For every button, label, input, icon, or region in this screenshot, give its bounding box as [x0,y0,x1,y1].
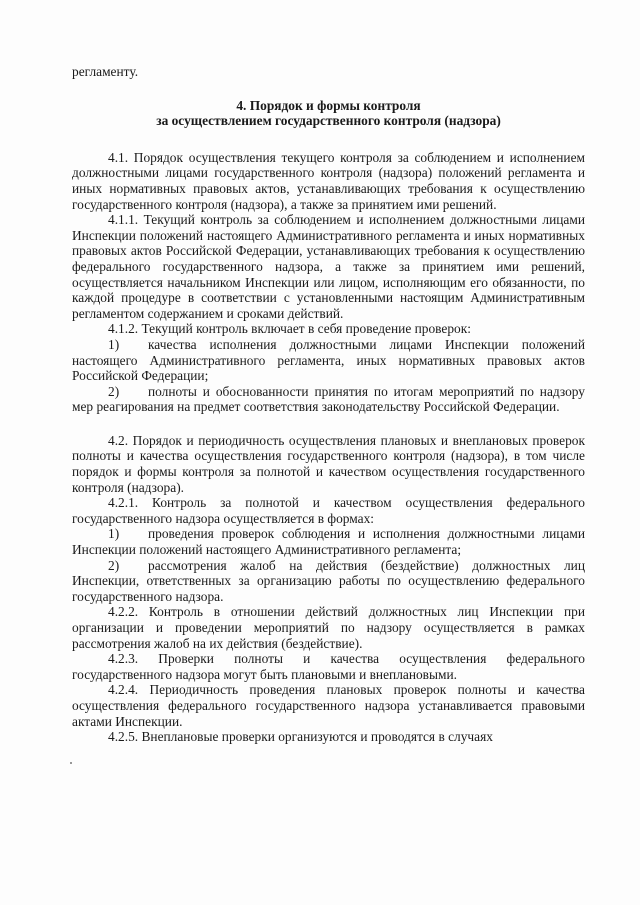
scan-speck [70,762,72,764]
list-item-text: проведения проверок соблюдения и исполнения должностными лицами Инспекции положений настоящего Административного регламента; [72,526,585,558]
lead-text: регламенту. [72,64,139,79]
list-item-number: 1) [108,526,120,542]
list-item-text: рассмотрения жалоб на действия (бездействие) должностных лиц Инспекции, ответственных за организацию работы по осуществлению федерального государственного надзора. [72,557,585,604]
list-item-number: 2) [108,557,120,573]
paragraph-4-2-4: 4.2.4. Периодичность проведения плановых проверок полноты и качества осуществления федерального государственного надзора устанавливается правовыми актами Инспекции. [72,682,585,729]
paragraph-4-1-2: 4.1.2. Текущий контроль включает в себя проведение проверок: [108,321,471,337]
list-item [72,526,585,557]
list-item [72,384,585,415]
paragraph-4-2-2: 4.2.2. Контроль в отношении действий должностных лиц Инспекции при организации и проведении мероприятий по надзору осуществляется в рамках рассмотрения жалоб на их действия (бездействие). [72,604,585,651]
paragraph-4-1: 4.1. Порядок осуществления текущего контроля за соблюдением и исполнением должностными лицами государственного контроля (надзора) положений регламента и иных нормативных правовых актов, устанавливающих требования к осуществлению государственного контроля (надзора), а также за принятием ими решений. [72,149,585,212]
section-title-line-1: 4. Порядок и формы контроля [236,97,421,113]
paragraph-4-2-5: 4.2.5. Внеплановые проверки организуются и проводятся в случаях [108,729,493,745]
document-body [72,64,585,745]
paragraph-4-2-3: 4.2.3. Проверки полноты и качества осуществления федерального государственного надзора могут быть плановыми и внеплановыми. [72,651,585,682]
section-title-line-2: за осуществлением государственного контроля (надзора) [156,113,501,129]
list-item [72,337,585,384]
paragraph-4-2: 4.2. Порядок и периодичность осуществления плановых и внеплановых проверок полноты и качества осуществления государственного контроля (надзора), в том числе порядок и формы контроля за полнотой и качеством осуществления государственного контроля (надзора). [72,432,585,495]
paragraph-4-1-1: 4.1.1. Текущий контроль за соблюдением и исполнением должностными лицами Инспекции положений настоящего Административного регламента и иных нормативных правовых актов Российской Федерации, устанавливающих требования к осуществлению федерального государственного надзора, а также за принятием ими решений, осуществляется начальником Инспекции или лицом, исполняющим его обязанности, по каждой процедуре в соответствии с установленными настоящим Административным регламентом содержанием и сроками действий. [72,212,585,321]
paragraph-4-2-1: 4.2.1. Контроль за полнотой и качеством осуществления федерального государственного надзора осуществляется в формах: [72,495,585,526]
list-item-number: 1) [108,336,120,352]
list-item-text: качества исполнения должностными лицами Инспекции положений настоящего Административного регламента, иных нормативных правовых актов Российской Федерации; [72,336,585,384]
list-item [72,558,585,605]
list-item-text: полноты и обоснованности принятия по итогам мероприятий по надзору мер реагирования на предмет соответствия законодательству Российской Федерации. [72,383,585,415]
list-item-number: 2) [108,383,120,399]
